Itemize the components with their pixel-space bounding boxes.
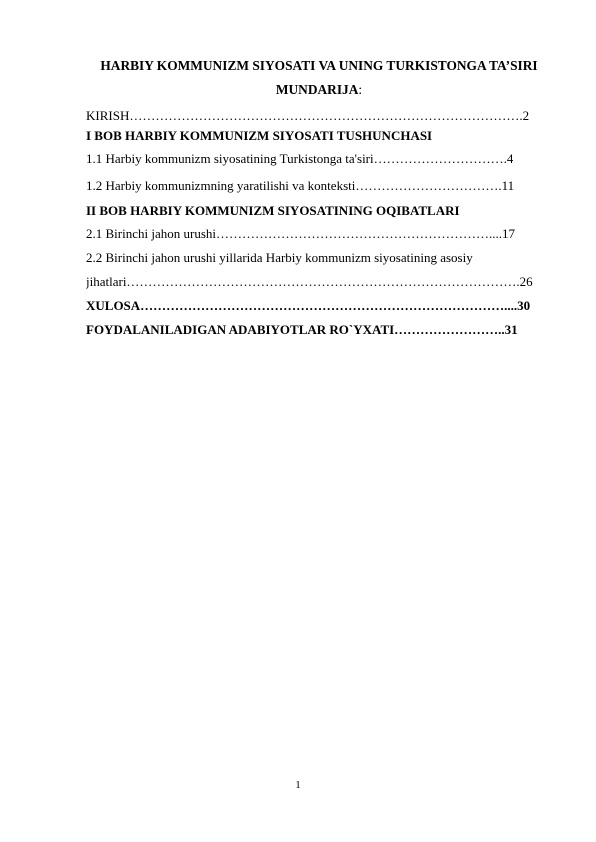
toc-entry-section-2-2-continued[interactable]: jihatlari……………………………………………………………………………….26: [86, 274, 533, 289]
page-number: 1: [295, 779, 301, 791]
toc-entry-chapter-2[interactable]: II BOB HARBIY KOMMUNIZM SIYOSATINING OQIBATLARI: [86, 203, 460, 218]
toc-entry-section-2-2[interactable]: 2.2 Birinchi jahon urushi yillarida Harbiy kommunizm siyosatining asosiy: [86, 250, 473, 265]
toc-entry-section-2-1[interactable]: 2.1 Birinchi jahon urushi………………………………………………………....17: [86, 226, 515, 241]
toc-entry-section-1-2[interactable]: 1.2 Harbiy kommunizmning yaratilishi va konteksti…………………………….11: [86, 178, 515, 193]
document-title: HARBIY KOMMUNIZM SIYOSATI VA UNING TURKISTONGA TA’SIRI: [100, 58, 538, 73]
toc-entry-section-1-1[interactable]: 1.1 Harbiy kommunizm siyosatining Turkistonga ta'siri………………………….4: [86, 151, 514, 166]
toc-entry-kirish[interactable]: KIRISH……………………………………………………………………………….2: [86, 108, 530, 123]
toc-heading: [84, 80, 554, 99]
toc-heading-text: MUNDARIJA: [275, 82, 359, 97]
toc-entry-references[interactable]: FOYDALANILADIGAN ADABIYOTLAR RO`YXATI……………………..31: [86, 322, 518, 337]
toc-heading-colon: :: [358, 82, 363, 97]
toc-entry-chapter-1[interactable]: I BOB HARBIY KOMMUNIZM SIYOSATI TUSHUNCHASI: [86, 128, 433, 143]
toc-entry-xulosa[interactable]: XULOSA…………………………………………………………………………....30: [86, 298, 531, 313]
